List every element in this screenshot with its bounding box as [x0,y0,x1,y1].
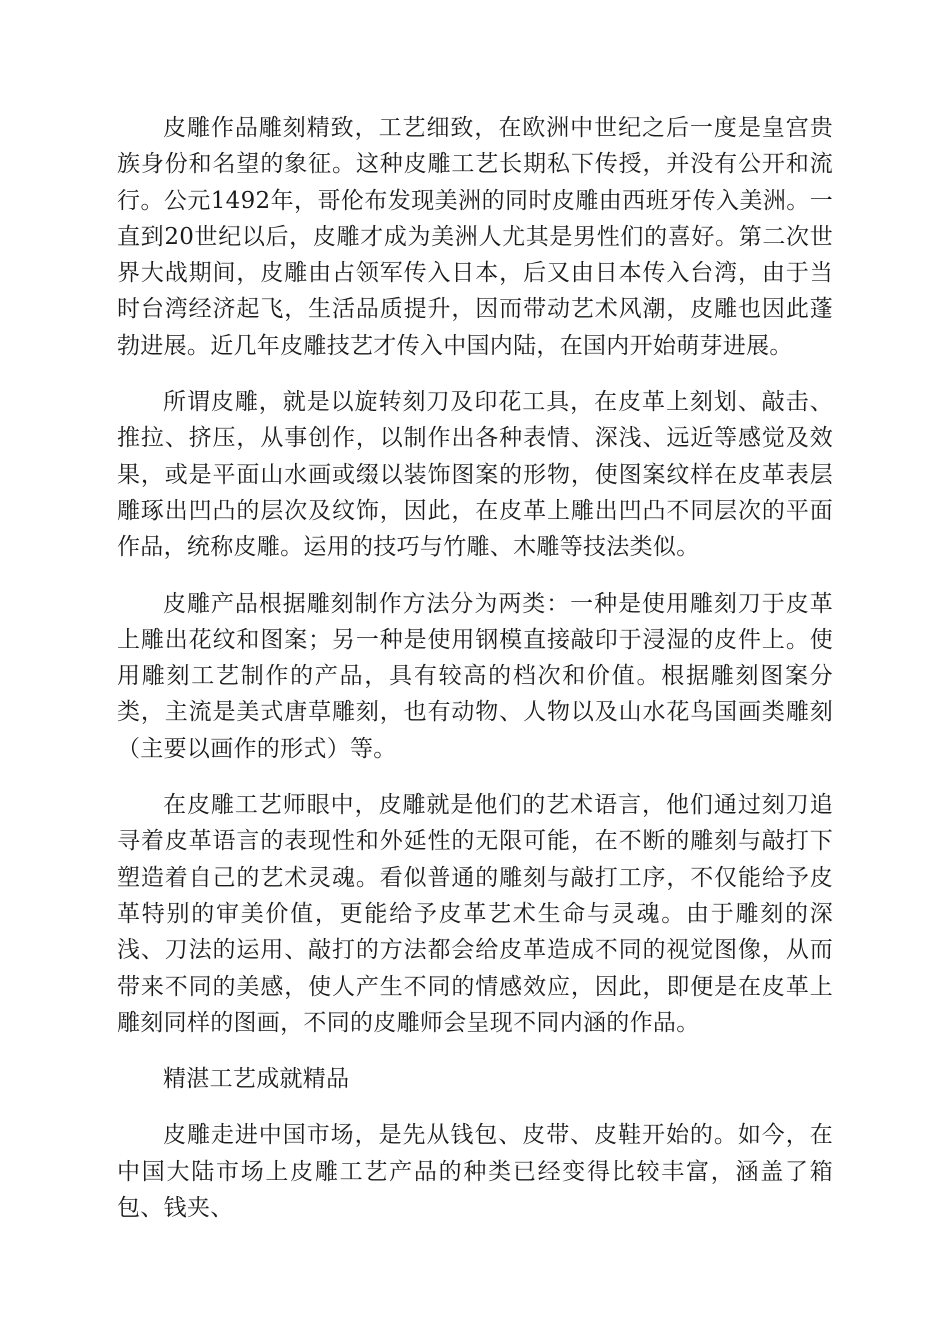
document-page [117,110,833,1246]
paragraph-history: 皮雕作品雕刻精致，工艺细致，在欧洲中世纪之后一度是皇宫贵族身份和名望的象征。这种皮雕工艺长期私下传授，并没有公开和流行。公元1492年，哥伦布发现美洲的同时皮雕由西班牙传入美洲。一直到20世纪以后，皮雕才成为美洲人尤其是男性们的喜好。第二次世界大战期间，皮雕由占领军传入日本，后又由日本传入台湾，由于当时台湾经济起飞，生活品质提升，因而带动艺术风潮，皮雕也因此蓬勃进展。近几年皮雕技艺才传入中国内陆，在国内开始萌芽进展。 [117,115,833,359]
paragraph-artistry: 在皮雕工艺师眼中，皮雕就是他们的艺术语言，他们通过刻刀追寻着皮革语言的表现性和外延性的无限可能，在不断的雕刻与敲打下塑造着自己的艺术灵魂。看似普通的雕刻与敲打工序，不仅能给予皮革特别的审美价值，更能给予皮革艺术生命与灵魂。由于雕刻的深浅、刀法的运用、敲打的方法都会给皮革造成不同的视觉图像，从而带来不同的美感，使人产生不同的情感效应，因此，即便是在皮革上雕刻同样的图画，不同的皮雕师会呈现不同内涵的作品。 [117,792,833,1036]
paragraph-definition: 所谓皮雕，就是以旋转刻刀及印花工具，在皮革上刻划、敲击、推拉、挤压，从事创作，以制作出各种表情、深浅、远近等感觉及效果，或是平面山水画或缀以装饰图案的形物，使图案纹样在皮革表层雕琢出凹凸的层次及纹饰，因此，在皮革上雕出凹凸不同层次的平面作品，统称皮雕。运用的技巧与竹雕、木雕等技法类似。 [117,389,833,561]
paragraph-categories: 皮雕产品根据雕刻制作方法分为两类：一种是使用雕刻刀于皮革上雕出花纹和图案；另一种是使用钢模直接敲印于浸湿的皮件上。使用雕刻工艺制作的产品，具有较高的档次和价值。根据雕刻图案分类，主流是美式唐草雕刻，也有动物、人物以及山水花鸟国画类雕刻（主要以画作的形式）等。 [117,590,833,762]
paragraph-market: 皮雕走进中国市场，是先从钱包、皮带、皮鞋开始的。如今，在中国大陆市场上皮雕工艺产品的种类已经变得比较丰富，涵盖了箱包、钱夹、 [117,1122,833,1222]
section-heading: 精湛工艺成就精品 [163,1066,350,1093]
